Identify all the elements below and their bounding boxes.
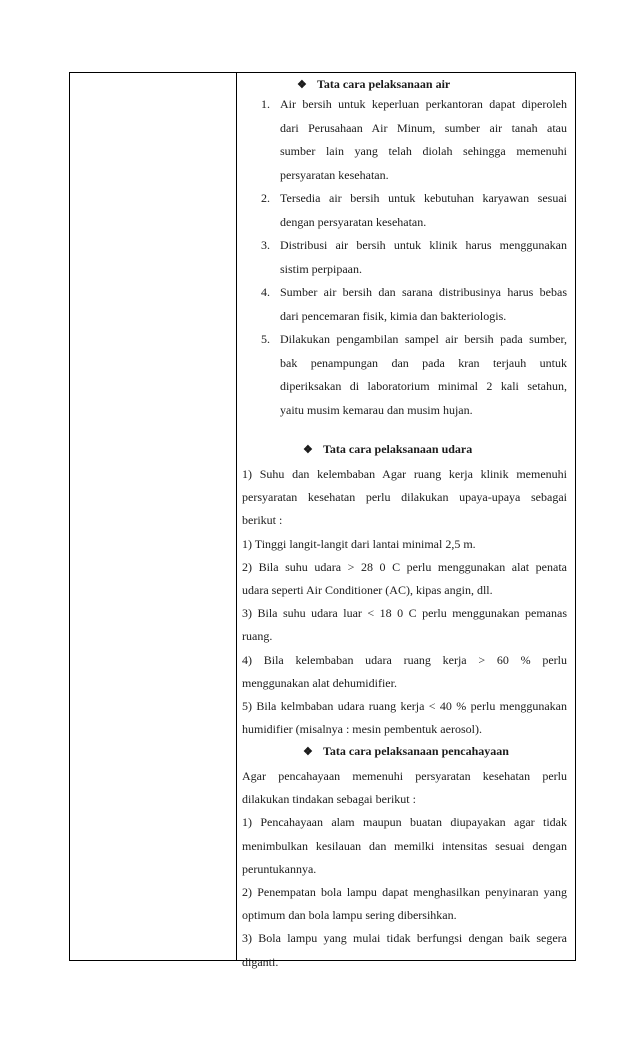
paragraph-line: diganti. — [242, 954, 279, 969]
diamond-bullet-icon: ❖ — [303, 746, 313, 758]
paragraph-line: 1) Suhu dan kelembaban Agar ruang kerja klinik memenuhi — [242, 467, 567, 481]
heading-air-text: Tata cara pelaksanaan air — [317, 77, 451, 91]
list-number: 3. — [261, 238, 270, 252]
paragraph-line: 1) Pencahayaan alam maupun buatan diupayakan agar tidak — [242, 815, 567, 830]
list-line: dari Perusahaan Air Minum, sumber air tanah atau — [280, 120, 567, 135]
list-line: diperiksakan di laboratorium minimal 2 kali setahun, — [280, 379, 567, 393]
paragraph-line: udara seperti Air Conditioner (AC), kipas angin, dll. — [242, 583, 493, 597]
paragraph-line: menggunakan alat dehumidifier. — [242, 675, 397, 690]
content-cell — [237, 73, 575, 969]
paragraph-line: berikut : — [242, 513, 283, 528]
paragraph-line: Agar pencahayaan memenuhi persyaratan kesehatan perlu — [242, 769, 567, 783]
heading-udara — [303, 442, 472, 457]
paragraph-line: menimbulkan kesilauan dan memilki intensitas sesuai dengan — [242, 838, 567, 853]
paragraph-line: 2) Penempatan bola lampu dapat menghasilkan penyinaran yang — [242, 885, 567, 899]
list-line: persyaratan kesehatan. — [280, 167, 389, 182]
list-line: bak penampungan dan pada kran terjauh untuk — [280, 355, 567, 370]
list-number: 5. — [261, 332, 270, 346]
paragraph-line: 3) Bola lampu yang mulai tidak berfungsi dengan baik segera — [242, 931, 567, 946]
paragraph-line: 4) Bila kelembaban udara ruang kerja > 60 % perlu — [242, 652, 567, 667]
diamond-bullet-icon: ❖ — [297, 79, 307, 91]
list-line: Dilakukan pengambilan sampel air bersih pada sumber, — [280, 332, 567, 346]
heading-pencahayaan — [303, 744, 509, 759]
list-line: Air bersih untuk keperluan perkantoran dapat diperoleh — [280, 97, 567, 111]
paragraph-line: peruntukannya. — [242, 861, 317, 876]
heading-udara-text: Tata cara pelaksanaan udara — [323, 442, 473, 456]
paragraph-line: 1) Tinggi langit-langit dari lantai minimal 2,5 m. — [242, 536, 476, 551]
heading-pencahayaan-text: Tata cara pelaksanaan pencahayaan — [323, 744, 509, 758]
list-number: 1. — [261, 97, 270, 111]
paragraph-line: humidifier (misalnya : mesin pembentuk aerosol). — [242, 722, 482, 737]
paragraph-line: persyaratan kesehatan perlu dilakukan upaya-upaya sebagai — [242, 490, 567, 505]
document-table — [69, 72, 576, 969]
paragraph-line: ruang. — [242, 629, 273, 644]
paragraph-line: 5) Bila kelmbaban udara ruang kerja < 40 % perlu menggunakan — [242, 699, 567, 713]
paragraph-line: 2) Bila suhu udara > 28 0 C perlu menggunakan alat penata — [242, 559, 567, 574]
diamond-bullet-icon: ❖ — [303, 444, 313, 456]
paragraph-line: optimum dan bola lampu sering dibersihkan. — [242, 908, 457, 923]
paragraph-line: dilakukan tindakan sebagai berikut : — [242, 792, 416, 807]
heading-air — [297, 77, 450, 92]
list-line: dari pencemaran fisik, kimia dan bakteriologis. — [280, 308, 507, 323]
list-line: sistim perpipaan. — [280, 261, 362, 276]
list-line: Sumber air bersih dan sarana distribusinya harus bebas — [280, 285, 567, 299]
paragraph-line: 3) Bila suhu udara luar < 18 0 C perlu menggunakan pemanas — [242, 606, 567, 621]
list-line: dengan persyaratan kesehatan. — [280, 214, 427, 229]
list-line: sumber lain yang telah diolah sehingga memenuhi — [280, 144, 567, 158]
list-line: Distribusi air bersih untuk klinik harus menggunakan — [280, 238, 567, 252]
list-number: 4. — [261, 285, 270, 299]
list-line: Tersedia air bersih untuk kebutuhan karyawan sesuai — [280, 191, 567, 205]
left-empty-cell — [70, 73, 236, 960]
list-line: yaitu musim kemarau dan musim hujan. — [280, 402, 473, 417]
list-number: 2. — [261, 191, 270, 205]
